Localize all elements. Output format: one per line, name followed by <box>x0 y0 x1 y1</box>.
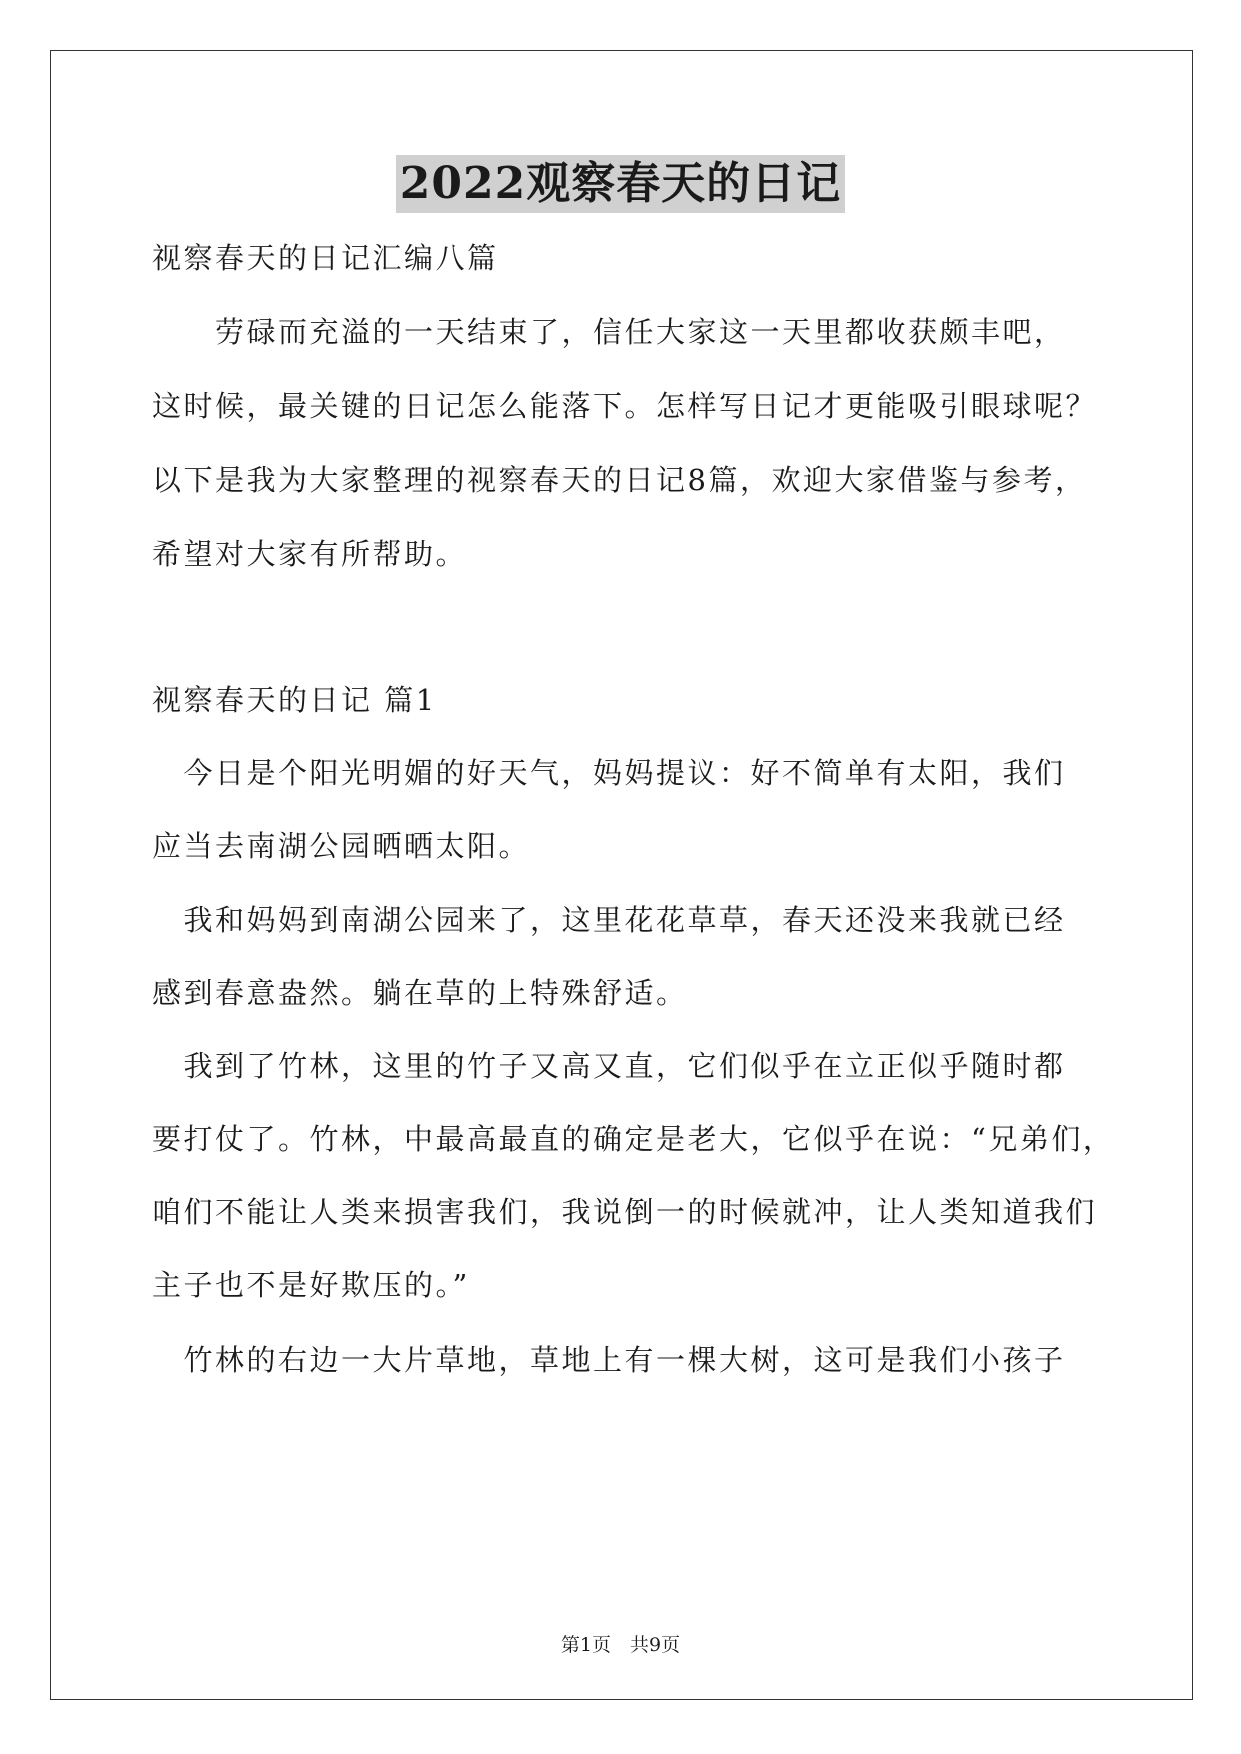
body-line: 今日是个阳光明媚的好天气，妈妈提议：好不简单有太阳，我们 <box>152 756 1066 790</box>
intro-line: 希望对大家有所帮助。 <box>152 537 468 571</box>
section-heading: 视察春天的日记 篇1 <box>152 683 437 717</box>
body-line: 应当去南湖公园晒晒太阳。 <box>152 829 531 863</box>
intro-line: 以下是我为大家整理的视察春天的日记8篇，欢迎大家借鉴与参考， <box>152 463 1087 497</box>
body-line: 感到春意盎然。躺在草的上特殊舒适。 <box>152 976 688 1010</box>
document-subtitle: 视察春天的日记汇编八篇 <box>152 241 499 275</box>
title-wrap <box>0 155 1241 213</box>
body-line: 要打仗了。竹林，中最高最直的确定是老大，它似乎在说：“兄弟们， <box>152 1122 1115 1156</box>
intro-line: 这时候，最关键的日记怎么能落下。怎样写日记才更能吸引眼球呢？ <box>152 389 1098 423</box>
document-title: 2022观察春天的日记 <box>396 155 845 213</box>
body-line: 竹林的右边一大片草地，草地上有一棵大树，这可是我们小孩子 <box>152 1343 1066 1377</box>
body-line: 我和妈妈到南湖公园来了，这里花花草草，春天还没来我就已经 <box>152 903 1066 937</box>
page-footer: 第1页 共9页 <box>560 1634 681 1656</box>
page-border <box>50 50 1193 1700</box>
body-line: 咱们不能让人类来损害我们，我说倒一的时候就冲，让人类知道我们 <box>152 1195 1098 1229</box>
body-line: 主子也不是好欺压的。” <box>152 1268 470 1302</box>
body-line: 我到了竹林，这里的竹子又高又直，它们似乎在立正似乎随时都 <box>152 1049 1066 1083</box>
intro-line: 劳碌而充溢的一天结束了，信任大家这一天里都收获颇丰吧， <box>152 315 1066 349</box>
